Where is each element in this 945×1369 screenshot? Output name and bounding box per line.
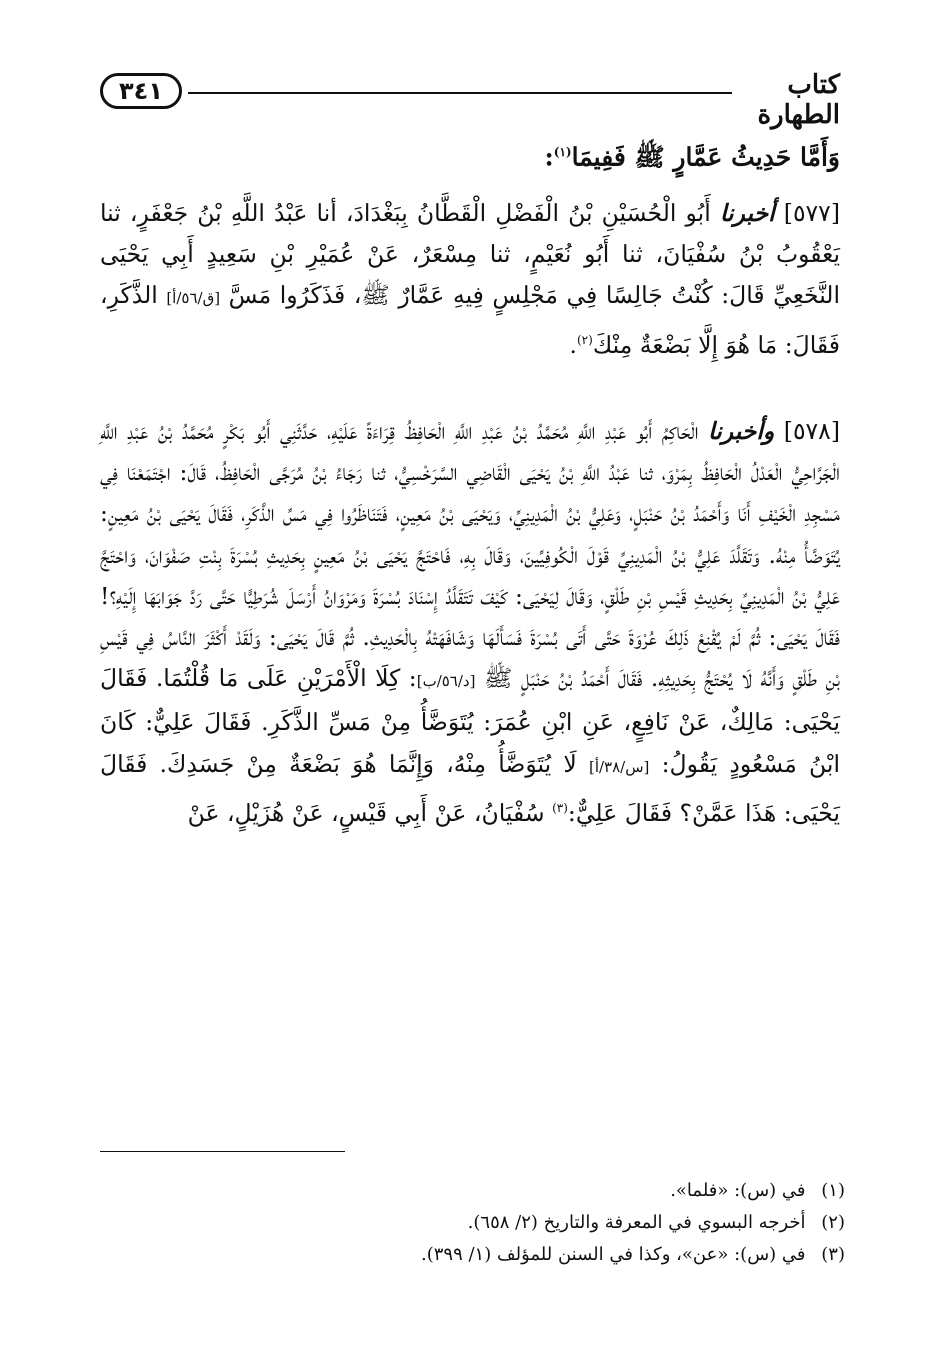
- footnote-ref: (٣): [552, 800, 568, 815]
- hadith-text: الذَّكَرِ، فَقَالَ: مَا هُوَ إِلَّا بَضْعَةٌ مِنْكَ: [100, 281, 840, 359]
- hadith-text-end: .: [569, 330, 577, 359]
- hadith-text: الْحَاكِمُ أَبُو عَبْدِ اللَّهِ مُحَمَّدُ بْنُ عَبْدِ اللَّهِ الْحَافِظُ قِرَاءَةً عَلَيْهِ، حَدَّثَنِي أَبُو بَكْرٍ مُحَمَّدُ بْنُ عَبْدِ اللَّهِ الْجَرَّاحِيُّ الْعَدْلُ الْحَافِظُ بِمَرْوَ، ثنا عَبْدُ اللَّهِ بْنُ يَحْيَى الْقَاضِي السَّرَخْسِيُّ، ثنا رَجَاءُ بْنُ مُرَجَّى الْحَافِظُ، قَالَ: اجْتَمَعْنَا فِي مَسْجِدِ الْخَيْفِ أَنَا وَأَحْمَدُ بْنُ حَنْبَلٍ، وَعَلِيُّ بْنُ الْمَدِينِيِّ، وَيَحْيَى بْنُ مَعِينٍ، فَتَنَاظَرُوا فِي مَسِّ الذَّكَرِ، فَقَالَ يَحْيَى بْنُ مَعِينٍ: يُتَوَضَّأُ مِنْهُ. وَتَقَلَّدَ عَلِيُّ بْنُ الْمَدِينِيِّ قَوْلَ الْكُوفِيِّينَ، وَقَالَ بِهِ، فَاحْتَجَّ يَحْيَى بْنُ مَعِينٍ بِحَدِيثِ بُسْرَةَ بِنْتِ صَفْوَانَ، وَاحْتَجَّ عَلِيُّ بْنُ الْمَدِينِيِّ بِحَدِيثِ قَيْسِ بْنِ طَلْقٍ، وَقَالَ لِيَحْيَى: كَيْفَ تَتَقَلَّدُ إِسْنَادَ بُسْرَةَ وَمَرْوَانُ أَرْسَلَ شُرَطِيًّا حَتَّى رَدَّ جَوَابَهَا إِلَيْهِ؟! فَقَالَ يَحْيَى: ثُمَّ لَمْ يُقْنِعْ ذَلِكَ عُرْوَةَ حَتَّى أَتَى بُسْرَةَ فَسَأَلَهَا وَشَافَهَتْهُ بِالْحَدِيثِ. ثُمَّ قَالَ يَحْيَى: وَلَقَدْ أَكْثَرَ النَّاسُ فِي قَيْسِ بْنِ طَلْقٍ وَأَنَّهُ لَا يُحْتَجُّ بِحَدِيثِهِ. فَقَالَ أَحْمَدُ بْنُ حَنْبَلٍ ﷺ: [100, 417, 840, 693]
- hadith-number: [٥٧٧]: [783, 199, 840, 227]
- footnote-text: أخرجه البسوي في المعرفة والتاريخ (٢/ ٦٥٨).: [467, 1212, 806, 1233]
- book-title: كتاب الطهارة: [757, 70, 840, 130]
- footnote-text: في (س): «فلما».: [670, 1180, 806, 1201]
- manuscript-ref: [ق/٥٦/أ]: [166, 289, 221, 308]
- page-number: ٣٤١: [119, 77, 163, 105]
- footnote-item: [105, 1175, 845, 1207]
- hadith-text: لَا يُتَوَضَّأُ مِنْهُ، وَإِنَّمَا هُوَ بَضْعَةٌ مِنْ جَسَدِكَ. فَقَالَ يَحْيَى: هَذَا عَمَّنْ؟ فَقَالَ عَلِيٌّ:: [100, 749, 840, 827]
- footnote-ref: (١): [553, 145, 572, 159]
- footnote-item: [105, 1239, 845, 1271]
- manuscript-ref: [د/٥٦/ب]: [416, 672, 476, 691]
- hadith-text: سُفْيَانُ، عَنْ أَبِي قَيْسٍ، عَنْ هُزَيْلٍ، عَنْ: [187, 798, 545, 827]
- hadith-text: أَبُو الْحُسَيْنِ بْنُ الْفَضْلِ الْقَطَّانُ بِبَغْدَادَ، أنا عَبْدُ اللَّهِ بْنُ جَعْفَرٍ، ثنا يَعْقُوبُ بْنُ سُفْيَانَ، ثنا أَبُو نُعَيْمٍ، ثنا مِسْعَرٌ، عَنْ عُمَيْرِ بْنِ سَعِيدٍ أَبِي يَحْيَى النَّخَعِيِّ قَالَ: كُنْتُ جَالِسًا فِي مَجْلِسٍ فِيهِ عَمَّارٌ ﷺ، فَذَكَرُوا مَسَّ: [100, 199, 840, 310]
- hadith-number: [٥٧٨]: [783, 417, 840, 445]
- hadith-577: [100, 193, 840, 366]
- footnote-number: (٣): [821, 1244, 845, 1265]
- running-header: [100, 70, 840, 130]
- footnote-rule: [100, 1151, 345, 1152]
- hadith-578: [100, 411, 840, 834]
- footnote-text: في (س): «عن»، وكذا في السنن للمؤلف (١/ ٣٩٩).: [420, 1244, 806, 1265]
- page-number-badge: [100, 73, 182, 109]
- footnote-ref: (٢): [576, 332, 593, 347]
- footnotes: [105, 1175, 845, 1271]
- footnote-item: [105, 1207, 845, 1239]
- heading-tail: :: [544, 142, 554, 172]
- header-rule: [188, 92, 732, 94]
- footnote-number: (٢): [821, 1212, 845, 1233]
- footnote-number: (١): [821, 1180, 845, 1201]
- heading-text: وَأَمَّا حَدِيثُ عَمَّارٍ ﷺ فَفِيمَا: [571, 142, 840, 172]
- hadith-lead-word: أخبرنا: [719, 199, 775, 227]
- section-heading: [100, 132, 840, 177]
- hadith-lead-word: وأخبرنا: [708, 417, 775, 445]
- hadith-text: : كِلَا الْأَمْرَيْنِ عَلَى مَا قُلْتُمَا. فَقَالَ يَحْيَى: مَالِكٌ، عَنْ نَافِعٍ، عَنِ ابْنِ عُمَرَ: يُتَوَضَّأُ مِنْ مَسِّ الذَّكَرِ. فَقَالَ عَلِيٌّ: كَانَ ابْنُ مَسْعُودٍ يَقُولُ:: [100, 664, 840, 778]
- manuscript-ref: [س/٣٨/أ]: [588, 757, 650, 776]
